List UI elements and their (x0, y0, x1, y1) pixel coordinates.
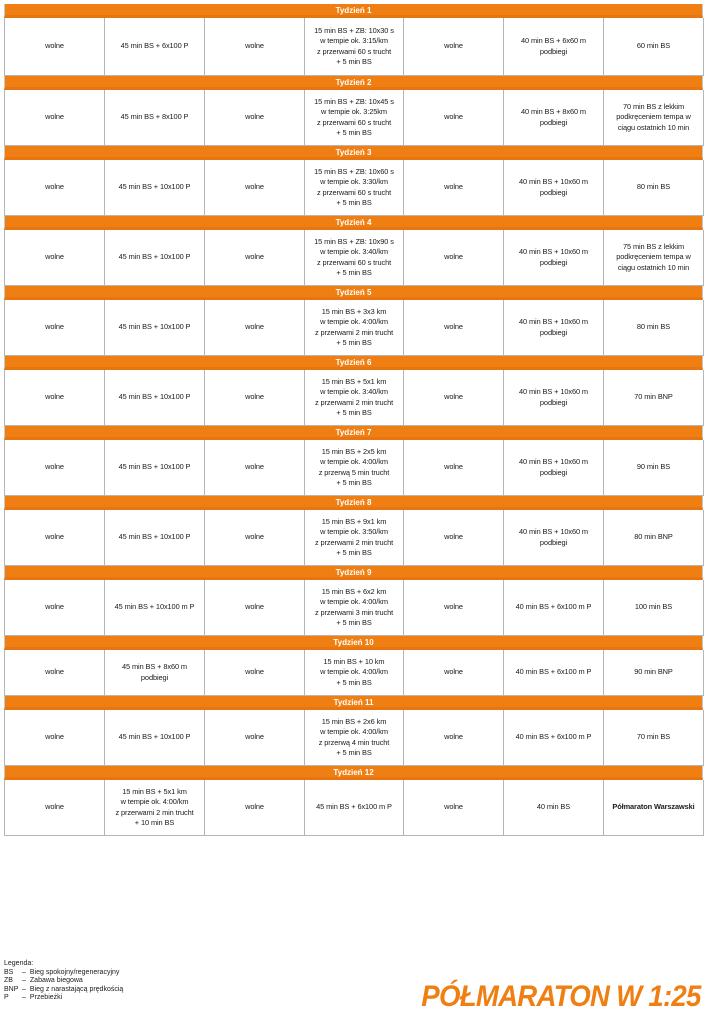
legend-dash: – (22, 968, 26, 976)
week-row (4, 710, 703, 766)
legend-item (4, 994, 123, 1003)
workout-cell-day-3: wolne (205, 230, 305, 286)
workout-cell-day-2: 45 min BS + 10x100 P (105, 440, 205, 496)
workout-cell-day-7: Półmaraton Warszawski (604, 780, 704, 836)
workout-cell-day-4: 15 min BS + ZB: 10x90 s w tempie ok. 3:40/km z przerwami 60 s trucht + 5 min BS (305, 230, 404, 286)
workout-cell-day-5: wolne (404, 160, 504, 216)
training-plan-table (4, 4, 703, 836)
legend (4, 960, 123, 1003)
week-row (4, 440, 703, 496)
workout-cell-day-5: wolne (404, 370, 504, 426)
workout-cell-day-1: wolne (5, 230, 105, 286)
workout-cell-day-1: wolne (5, 710, 105, 766)
legend-item (4, 986, 123, 995)
workout-cell-day-7: 70 min BS z lekkim podkręceniem tempa w ciągu ostatnich 10 min (604, 90, 704, 146)
workout-cell-day-6: 40 min BS + 6x100 m P (504, 580, 604, 636)
workout-cell-day-4: 45 min BS + 6x100 m P (305, 780, 404, 836)
workout-cell-day-1: wolne (5, 510, 105, 566)
workout-cell-day-3: wolne (205, 440, 305, 496)
workout-cell-day-5: wolne (404, 510, 504, 566)
workout-cell-day-7: 70 min BS (604, 710, 704, 766)
workout-cell-day-5: wolne (404, 300, 504, 356)
week-header: Tydzień 5 (4, 286, 703, 300)
workout-cell-day-2: 45 min BS + 10x100 P (105, 370, 205, 426)
week-header: Tydzień 9 (4, 566, 703, 580)
workout-cell-day-6: 40 min BS (504, 780, 604, 836)
workout-cell-day-5: wolne (404, 780, 504, 836)
legend-abbr: BS (4, 968, 14, 976)
workout-cell-day-1: wolne (5, 18, 105, 76)
legend-dash: – (22, 994, 26, 1002)
legend-items (4, 969, 123, 1003)
workout-cell-day-6: 40 min BS + 10x60 m podbiegi (504, 230, 604, 286)
workout-cell-day-4: 15 min BS + ZB: 10x45 s w tempie ok. 3:25km z przerwami 60 s trucht + 5 min BS (305, 90, 404, 146)
week-header: Tydzień 10 (4, 636, 703, 650)
workout-cell-day-6: 40 min BS + 10x60 m podbiegi (504, 440, 604, 496)
workout-cell-day-3: wolne (205, 510, 305, 566)
workout-cell-day-5: wolne (404, 18, 504, 76)
week-row (4, 230, 703, 286)
legend-item (4, 969, 123, 978)
workout-cell-day-6: 40 min BS + 10x60 m podbiegi (504, 300, 604, 356)
workout-cell-day-6: 40 min BS + 6x100 m P (504, 650, 604, 696)
workout-cell-day-7: 75 min BS z lekkim podkręceniem tempa w ciągu ostatnich 10 min (604, 230, 704, 286)
legend-dash: – (22, 977, 26, 985)
workout-cell-day-3: wolne (205, 580, 305, 636)
legend-abbr: P (4, 994, 9, 1002)
workout-cell-day-2: 45 min BS + 10x100 P (105, 300, 205, 356)
plan-title: PÓŁMARATON W 1:25 (421, 980, 701, 1013)
workout-cell-day-2: 45 min BS + 10x100 m P (105, 580, 205, 636)
legend-desc: Bieg spokojny/regeneracyjny (29, 968, 120, 976)
workout-cell-day-3: wolne (205, 650, 305, 696)
workout-cell-day-3: wolne (205, 18, 305, 76)
week-row (4, 650, 703, 696)
workout-cell-day-6: 40 min BS + 10x60 m podbiegi (504, 370, 604, 426)
workout-cell-day-5: wolne (404, 230, 504, 286)
workout-cell-day-1: wolne (5, 780, 105, 836)
week-header: Tydzień 4 (4, 216, 703, 230)
workout-cell-day-5: wolne (404, 90, 504, 146)
workout-cell-day-2: 45 min BS + 10x100 P (105, 510, 205, 566)
workout-cell-day-7: 60 min BS (604, 18, 704, 76)
workout-cell-day-3: wolne (205, 780, 305, 836)
workout-cell-day-5: wolne (404, 440, 504, 496)
workout-cell-day-3: wolne (205, 710, 305, 766)
workout-cell-day-4: 15 min BS + ZB: 10x30 s w tempie ok. 3:15/km z przerwami 60 s trucht + 5 min BS (305, 18, 404, 76)
workout-cell-day-1: wolne (5, 90, 105, 146)
workout-cell-day-6: 40 min BS + 6x100 m P (504, 710, 604, 766)
workout-cell-day-7: 90 min BNP (604, 650, 704, 696)
workout-cell-day-6: 40 min BS + 10x60 m podbiegi (504, 160, 604, 216)
workout-cell-day-3: wolne (205, 300, 305, 356)
workout-cell-day-5: wolne (404, 580, 504, 636)
workout-cell-day-4: 15 min BS + 2x6 km w tempie ok. 4:00/km z przerwą 4 min trucht + 5 min BS (305, 710, 404, 766)
week-row (4, 300, 703, 356)
workout-cell-day-7: 80 min BNP (604, 510, 704, 566)
workout-cell-day-4: 15 min BS + ZB: 10x60 s w tempie ok. 3:30/km z przerwami 60 s trucht + 5 min BS (305, 160, 404, 216)
week-header: Tydzień 11 (4, 696, 703, 710)
workout-cell-day-7: 100 min BS (604, 580, 704, 636)
workout-cell-day-1: wolne (5, 580, 105, 636)
legend-desc: Przebieżki (29, 994, 63, 1002)
workout-cell-day-4: 15 min BS + 5x1 km w tempie ok. 3:40/km z przerwami 2 min trucht + 5 min BS (305, 370, 404, 426)
week-row (4, 18, 703, 76)
workout-cell-day-4: 15 min BS + 9x1 km w tempie ok. 3:50/km z przerwami 2 min trucht + 5 min BS (305, 510, 404, 566)
workout-cell-day-2: 15 min BS + 5x1 km w tempie ok. 4:00/km z przerwami 2 min trucht + 10 min BS (105, 780, 205, 836)
week-row (4, 780, 703, 836)
legend-title: Legenda: (4, 960, 34, 967)
week-header: Tydzień 3 (4, 146, 703, 160)
week-row (4, 90, 703, 146)
workout-cell-day-2: 45 min BS + 10x100 P (105, 710, 205, 766)
workout-cell-day-1: wolne (5, 370, 105, 426)
week-header: Tydzień 12 (4, 766, 703, 780)
workout-cell-day-6: 40 min BS + 8x60 m podbiegi (504, 90, 604, 146)
workout-cell-day-3: wolne (205, 90, 305, 146)
workout-cell-day-4: 15 min BS + 10 km w tempie ok. 4:00/km + 5 min BS (305, 650, 404, 696)
workout-cell-day-7: 90 min BS (604, 440, 704, 496)
week-header: Tydzień 2 (4, 76, 703, 90)
week-header: Tydzień 8 (4, 496, 703, 510)
workout-cell-day-1: wolne (5, 300, 105, 356)
workout-cell-day-3: wolne (205, 160, 305, 216)
week-row (4, 510, 703, 566)
week-header: Tydzień 6 (4, 356, 703, 370)
legend-desc: Zabawa biegowa (29, 977, 83, 985)
week-header: Tydzień 7 (4, 426, 703, 440)
workout-cell-day-7: 70 min BNP (604, 370, 704, 426)
workout-cell-day-6: 40 min BS + 6x60 m podbiegi (504, 18, 604, 76)
legend-abbr: ZB (4, 977, 13, 985)
workout-cell-day-4: 15 min BS + 3x3 km w tempie ok. 4:00/km z przerwami 2 min trucht + 5 min BS (305, 300, 404, 356)
workout-cell-day-6: 40 min BS + 10x60 m podbiegi (504, 510, 604, 566)
workout-cell-day-5: wolne (404, 710, 504, 766)
legend-dash: – (22, 985, 26, 993)
workout-cell-day-2: 45 min BS + 10x100 P (105, 160, 205, 216)
week-row (4, 370, 703, 426)
week-header: Tydzień 1 (4, 4, 703, 18)
workout-cell-day-1: wolne (5, 440, 105, 496)
week-row (4, 580, 703, 636)
week-row (4, 160, 703, 216)
workout-cell-day-2: 45 min BS + 10x100 P (105, 230, 205, 286)
workout-cell-day-7: 80 min BS (604, 160, 704, 216)
legend-abbr: BNP (4, 985, 19, 993)
workout-cell-day-4: 15 min BS + 6x2 km w tempie ok. 4:00/km z przerwami 3 min trucht + 5 min BS (305, 580, 404, 636)
workout-cell-day-2: 45 min BS + 6x100 P (105, 18, 205, 76)
workout-cell-day-2: 45 min BS + 8x100 P (105, 90, 205, 146)
workout-cell-day-7: 80 min BS (604, 300, 704, 356)
workout-cell-day-1: wolne (5, 160, 105, 216)
workout-cell-day-1: wolne (5, 650, 105, 696)
workout-cell-day-5: wolne (404, 650, 504, 696)
workout-cell-day-2: 45 min BS + 8x60 m podbiegi (105, 650, 205, 696)
workout-cell-day-4: 15 min BS + 2x5 km w tempie ok. 4:00/km z przerwą 5 min trucht + 5 min BS (305, 440, 404, 496)
legend-desc: Bieg z narastającą prędkością (29, 985, 124, 993)
workout-cell-day-3: wolne (205, 370, 305, 426)
legend-item (4, 977, 123, 986)
